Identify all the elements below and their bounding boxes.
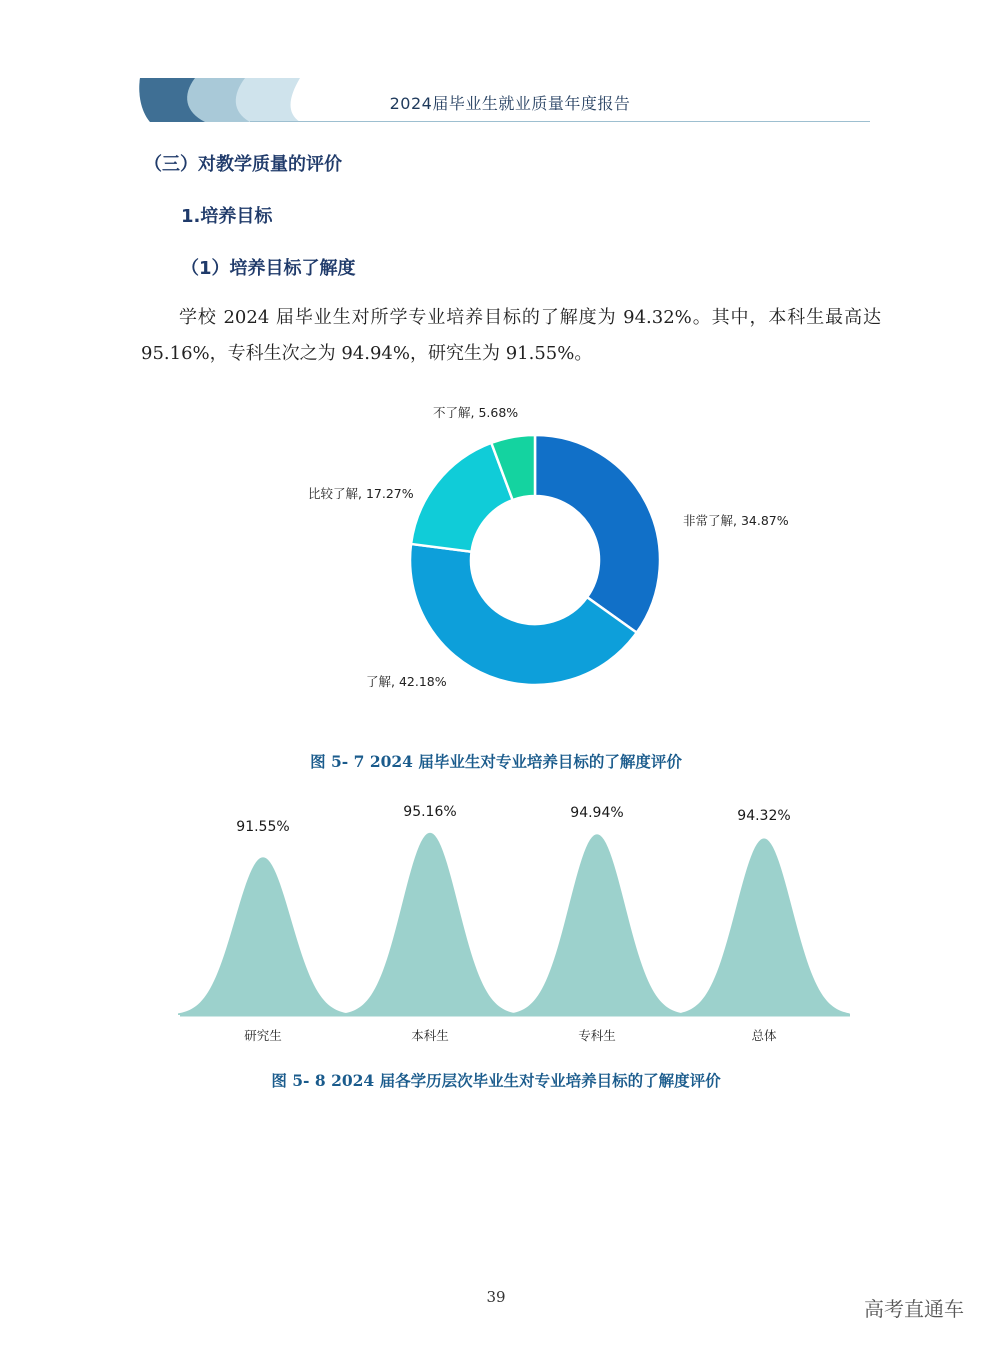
watermark: 高考直通车: [864, 1297, 964, 1321]
donut-label-not: 不了解, 5.68%: [433, 405, 519, 420]
peak-4: [679, 839, 849, 1015]
peak-value-label: 94.32%: [737, 808, 791, 824]
peak-2: [345, 833, 515, 1015]
subsubsection-heading: （1）培养目标了解度: [181, 258, 356, 279]
peak-value-label: 94.94%: [570, 805, 624, 821]
peak-3: [512, 834, 682, 1015]
donut-label-very: 非常了解, 34.87%: [683, 513, 789, 528]
peak-value-label: 91.55%: [236, 819, 290, 835]
category-label: 总体: [751, 1028, 777, 1043]
figure7-caption: 图 5- 7 2024 届毕业生对专业培养目标的了解度评价: [310, 752, 682, 771]
category-label: 专科生: [578, 1028, 616, 1043]
section-heading: （三）对教学质量的评价: [144, 154, 342, 175]
body-paragraph: 学校 2024 届毕业生对所学专业培养目标的了解度为 94.32%。其中，本科生最高达 95.16%，专科生次之为 94.94%，研究生为 91.55%。: [141, 307, 881, 364]
donut-slice-1: [535, 435, 660, 633]
page-number: 39: [486, 1288, 506, 1306]
subsection-heading: 1.培养目标: [181, 206, 273, 227]
donut-label-know: 了解, 42.18%: [366, 674, 447, 689]
category-label: 本科生: [411, 1028, 449, 1043]
figure8-caption: 图 5- 8 2024 届各学历层次毕业生对专业培养目标的了解度评价: [271, 1071, 721, 1090]
header-title: 2024届毕业生就业质量年度报告: [389, 94, 631, 113]
category-label: 研究生: [244, 1028, 282, 1043]
peak-1: [178, 857, 348, 1015]
donut-chart: [0, 390, 992, 710]
page-header: [0, 0, 992, 130]
peak-chart: [0, 795, 992, 1050]
donut-label-somewhat: 比较了解, 17.27%: [308, 486, 414, 501]
peak-value-label: 95.16%: [403, 804, 457, 820]
